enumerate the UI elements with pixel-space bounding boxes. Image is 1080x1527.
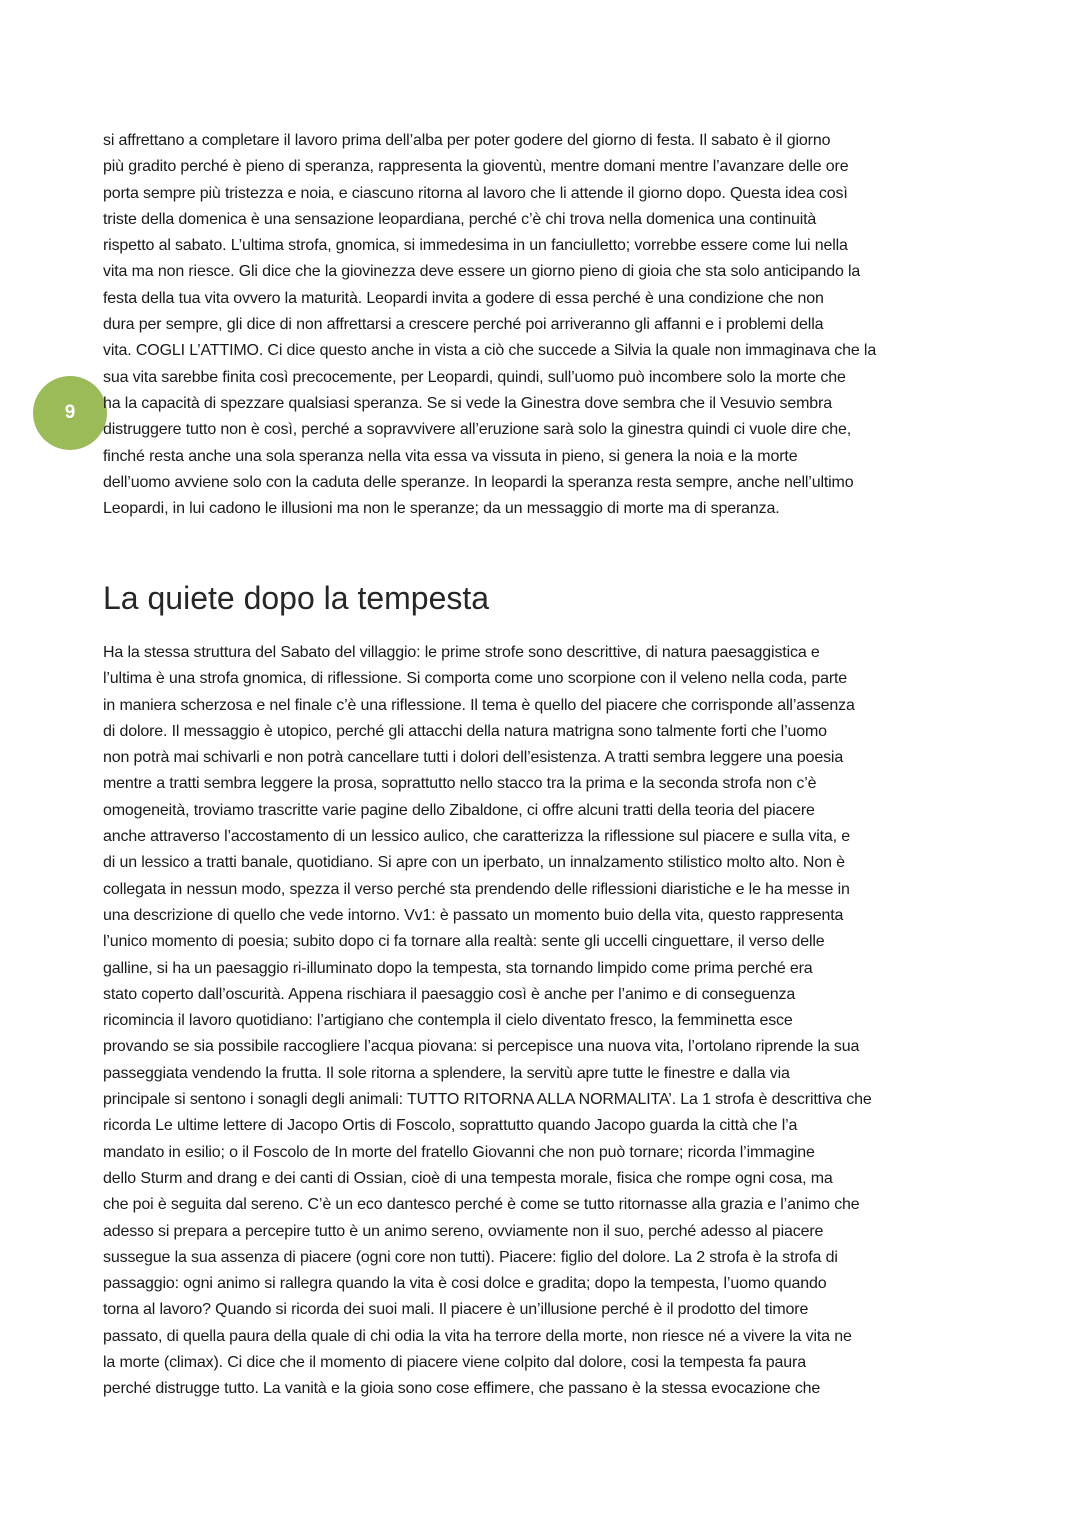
text-line: provando se sia possibile raccogliere l’acqua piovana: si percepisce una nuova vita, l’ortolano riprende la sua [103, 1038, 860, 1056]
text-line: dell’uomo avviene solo con la caduta delle speranze. In leopardi la speranza resta sempre, anche nell’ultimo [103, 473, 854, 491]
text-line: di un lessico a tratti banale, quotidiano. Si apre con un iperbato, un innalzamento stilistico molto alto. Non è [103, 854, 845, 872]
text-line: che poi è seguita dal sereno. C’è un eco dantesco perché è come se tutto ritornasse alla grazia e l’animo che [103, 1196, 860, 1214]
text-line: si affrettano a completare il lavoro prima dell’alba per poter godere del giorno di festa. Il sabato è il giorno [103, 132, 831, 149]
text-line: perché distrugge tutto. La vanità e la gioia sono cose effimere, che passano è la stessa evocazione che [103, 1380, 821, 1398]
text-line: sussegue la sua assenza di piacere (ogni core non tutti). Piacere: figlio del dolore. La 2 strofa è la strofa di [103, 1248, 838, 1266]
text-line: adesso si prepara a percepire tutto è un animo sereno, ovviamente non il suo, perché adesso al piacere [103, 1222, 824, 1240]
text-line: vita. COGLI L’ATTIMO. Ci dice questo anche in vista a ciò che succede a Silvia la quale non immaginava che la [103, 342, 877, 360]
text-line: mentre a tratti sembra leggere la prosa, soprattutto nello stacco tra la prima e la seconda strofa non c’è [103, 775, 817, 793]
text-line: sua vita sarebbe finita così precocemente, per Leopardi, quindi, sull’uomo può incombere solo la morte che [103, 368, 846, 386]
paragraph-quiete-dopo-tempesta [103, 640, 983, 1403]
text-line: festa della tua vita ovvero la maturità. Leopardi invita a godere di essa perché è una condizione che non [103, 289, 824, 307]
text-line: Ha la stessa struttura del Sabato del villaggio: le prime strofe sono descrittive, di natura paesaggistica e [103, 644, 820, 661]
text-line: porta sempre più tristezza e noia, e ciascuno ritorna al lavoro che li attende il giorno dopo. Questa idea così [103, 184, 848, 202]
text-line: Leopardi, in lui cadono le illusioni ma non le speranze; da un messaggio di morte ma di speranza. [103, 500, 780, 518]
text-line: passaggio: ogni animo si rallegra quando la vita è cosi dolce e gradita; dopo la tempesta, l’uomo quando [103, 1275, 827, 1293]
text-line: in maniera scherzosa e nel finale c’è una riflessione. Il tema è quello del piacere che corrisponde all’assenza [103, 696, 855, 714]
text-line: torna al lavoro? Quando si ricorda dei suoi mali. Il piacere è un’illusione perché è il prodotto del timore [103, 1301, 809, 1319]
section-heading: La quiete dopo la tempesta [103, 580, 490, 616]
text-line: passeggiata vendendo la frutta. Il sole ritorna a splendere, la servitù apre tutte le finestre e dalla via [103, 1064, 790, 1082]
text-line: passato, di quella paura della quale di chi odia la vita ha terrore della morte, non riesce né a vivere la vita ne [103, 1327, 852, 1345]
paragraph-sabato-del-villaggio [103, 128, 983, 522]
text-line: di dolore. Il messaggio è utopico, perché gli attacchi della natura matrigna sono talmente forti che l’uomo [103, 722, 827, 740]
text-line: anche attraverso l’accostamento di un lessico aulico, che caratterizza la riflessione sul piacere e sulla vita, e [103, 828, 850, 846]
text-line: più gradito perché è pieno di speranza, rappresenta la gioventù, mentre domani mentre l’avanzare delle ore [103, 158, 849, 176]
text-line: omogeneità, troviamo trascritte varie pagine dello Zibaldone, ci offre alcuni tratti della teoria del piacere [103, 801, 815, 819]
text-line: l’unico momento di poesia; subito dopo ci fa tornare alla realtà: sente gli uccelli cinguettare, il verso delle [103, 933, 825, 951]
text-line: finché resta anche una sola speranza nella vita essa va vissuta in pieno, si genera la noia e la morte [103, 447, 798, 465]
page-number-badge: 9 [33, 376, 107, 450]
text-line: galline, si ha un paesaggio ri-illuminato dopo la tempesta, sta tornando limpido come prima perché era [103, 959, 813, 977]
text-line: dura per sempre, gli dice di non affrettarsi a crescere perché poi arriveranno gli affanni e i problemi della [103, 316, 824, 334]
text-line: rispetto al sabato. L’ultima strofa, gnomica, si immedesima in un fanciulletto; vorrebbe essere come lui nella [103, 237, 848, 255]
text-line: l’ultima è una strofa gnomica, di riflessione. Si comporta come uno scorpione con il veleno nella coda, parte [103, 670, 848, 688]
text-line: distruggere tutto non è così, perché a sopravvivere all’eruzione sarà solo la ginestra quindi ci vuole dire che, [103, 421, 852, 439]
text-line: mandato in esilio; o il Foscolo de In morte del fratello Giovanni che non può tornare; ricorda l’immagine [103, 1143, 815, 1161]
text-line: ha la capacità di spezzare qualsiasi speranza. Se si vede la Ginestra dove sembra che il Vesuvio sembra [103, 394, 832, 412]
text-line: stato coperto dall’oscurità. Appena rischiara il paesaggio così è anche per l’animo e di conseguenza [103, 985, 796, 1003]
text-line: vita ma non riesce. Gli dice che la giovinezza deve essere un giorno pieno di gioia che sta solo anticipando la [103, 263, 861, 281]
text-line: ricomincia il lavoro quotidiano: l’artigiano che contempla il cielo diventato fresco, la femminetta esce [103, 1012, 793, 1030]
text-line: la morte (climax). Ci dice che il momento di piacere viene colpito dal dolore, cosi la tempesta fa paura [103, 1354, 806, 1372]
text-line: principale si sentono i sonagli degli animali: TUTTO RITORNA ALLA NORMALITA’. La 1 strofa è descrittiva che [103, 1091, 872, 1109]
text-line: triste della domenica è una sensazione leopardiana, perché c’è chi trova nella domenica una continuità [103, 210, 817, 228]
text-line: non potrà mai schivarli e non potrà cancellare tutti i dolori dell’esistenza. A tratti sembra leggere una poesia [103, 749, 844, 767]
text-line: una descrizione di quello che vede intorno. Vv1: è passato un momento buio della vita, questo rappresenta [103, 906, 844, 924]
text-line: dello Sturm and drang e dei canti di Ossian, cioè di una tempesta morale, fisica che rompe ogni cosa, ma [103, 1169, 833, 1187]
text-line: ricorda Le ultime lettere di Jacopo Ortis di Foscolo, soprattutto quando Jacopo guarda la città che l’a [103, 1117, 798, 1135]
text-line: collegata in nessun modo, spezza il verso perché sta prendendo delle riflessioni diaristiche e le ha messe in [103, 880, 850, 898]
